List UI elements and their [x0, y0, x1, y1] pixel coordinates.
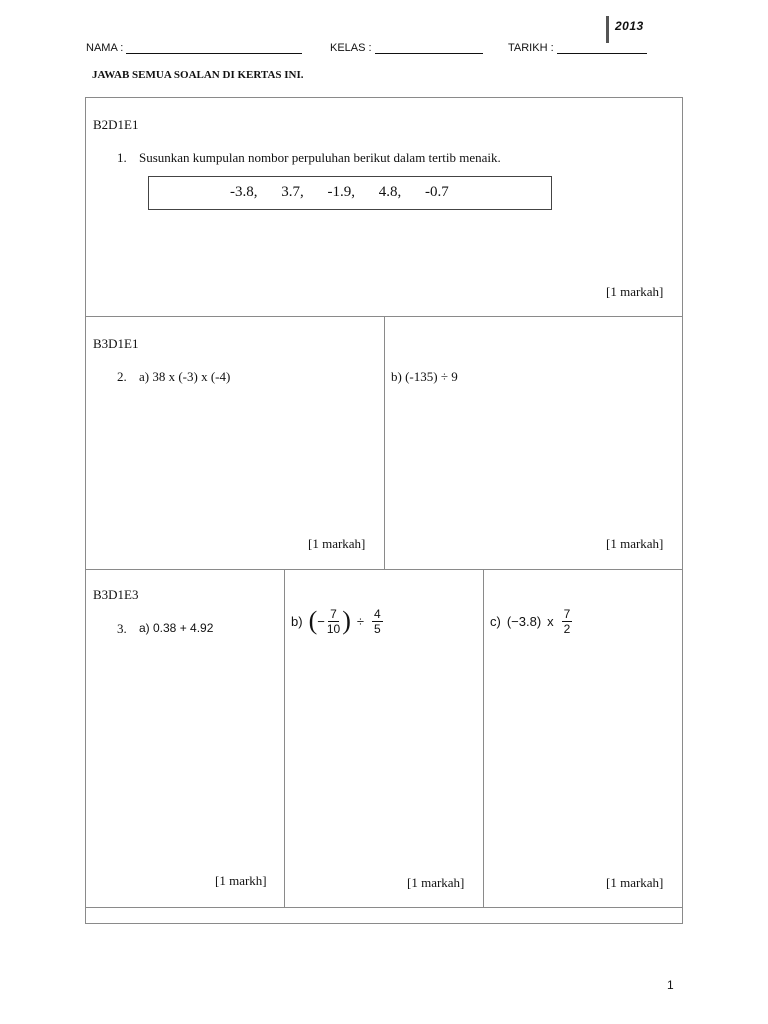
q2-code: B3D1E1	[93, 336, 139, 351]
year-label: 2013	[615, 19, 644, 33]
q3-b-denominator: 10	[326, 621, 341, 636]
q2-part-a: a) 38 x (-3) x (-4)	[139, 369, 231, 384]
minus-sign: −	[317, 613, 325, 629]
q3-part-c	[490, 601, 574, 641]
q3-c-label: c)	[490, 613, 501, 629]
q1-value: -0.7	[425, 184, 449, 200]
q1-value: -3.8,	[230, 184, 258, 200]
q3-number: 3.	[117, 621, 127, 636]
kelas-blank[interactable]	[375, 42, 483, 54]
row-divider-2	[85, 569, 683, 570]
q2-part-b: b) (-135) ÷ 9	[391, 369, 458, 384]
q3-marks-b: [1 markah]	[407, 875, 465, 890]
q3-b-numerator-2: 4	[374, 606, 381, 621]
q3-c-expression: (−3.8)	[506, 613, 542, 629]
paren-open: (	[308, 606, 318, 635]
col-divider-q3-2	[483, 569, 484, 907]
row-divider-3	[85, 907, 683, 908]
q3-b-fraction-2	[372, 607, 383, 636]
tarikh-blank[interactable]	[557, 42, 647, 54]
q2-marks-a: [1 markah]	[308, 536, 366, 551]
q1-value: 3.7,	[281, 184, 304, 200]
q1-code: B2D1E1	[93, 117, 139, 132]
col-divider-q2	[384, 316, 385, 569]
q1-values	[230, 184, 469, 201]
q2-marks-b: [1 markah]	[606, 536, 664, 551]
q1-number: 1.	[117, 150, 127, 165]
q3-b-numerator: 7	[330, 606, 337, 621]
q3-c-fraction	[562, 607, 573, 636]
nama-label: NAMA :	[86, 42, 124, 54]
page-number: 1	[667, 978, 674, 992]
q1-value: -1.9,	[327, 184, 355, 200]
q3-c-operator: x	[547, 613, 554, 629]
q3-b-denominator-2: 5	[374, 621, 381, 636]
q3-part-b	[291, 601, 385, 641]
q1-value: 4.8,	[378, 184, 402, 200]
col-divider-q3-1	[284, 569, 285, 907]
q3-code: B3D1E3	[93, 587, 139, 602]
q3-c-denominator: 2	[563, 621, 571, 636]
q2-number: 2.	[117, 369, 127, 384]
q3-part-a: a) 0.38 + 4.92	[139, 621, 214, 635]
instruction: JAWAB SEMUA SOALAN DI KERTAS INI.	[92, 69, 304, 81]
q3-b-fraction-1	[327, 607, 340, 636]
year-bar	[606, 16, 609, 43]
tarikh-field	[508, 42, 647, 54]
tarikh-label: TARIKH :	[508, 42, 554, 54]
nama-field	[86, 42, 302, 54]
q3-c-numerator: 7	[563, 606, 571, 621]
q1-marks: [1 markah]	[606, 284, 664, 299]
kelas-field	[330, 42, 483, 54]
q1-text: Susunkan kumpulan nombor perpuluhan berikut dalam tertib menaik.	[139, 150, 501, 165]
q3-marks-a: [1 markh]	[215, 873, 267, 888]
q3-b-label: b)	[291, 613, 303, 629]
nama-blank[interactable]	[126, 42, 302, 54]
kelas-label: KELAS :	[330, 42, 372, 54]
q3-b-operator: ÷	[356, 613, 364, 629]
q3-marks-c: [1 markah]	[606, 875, 664, 890]
paren-close: )	[342, 606, 351, 635]
